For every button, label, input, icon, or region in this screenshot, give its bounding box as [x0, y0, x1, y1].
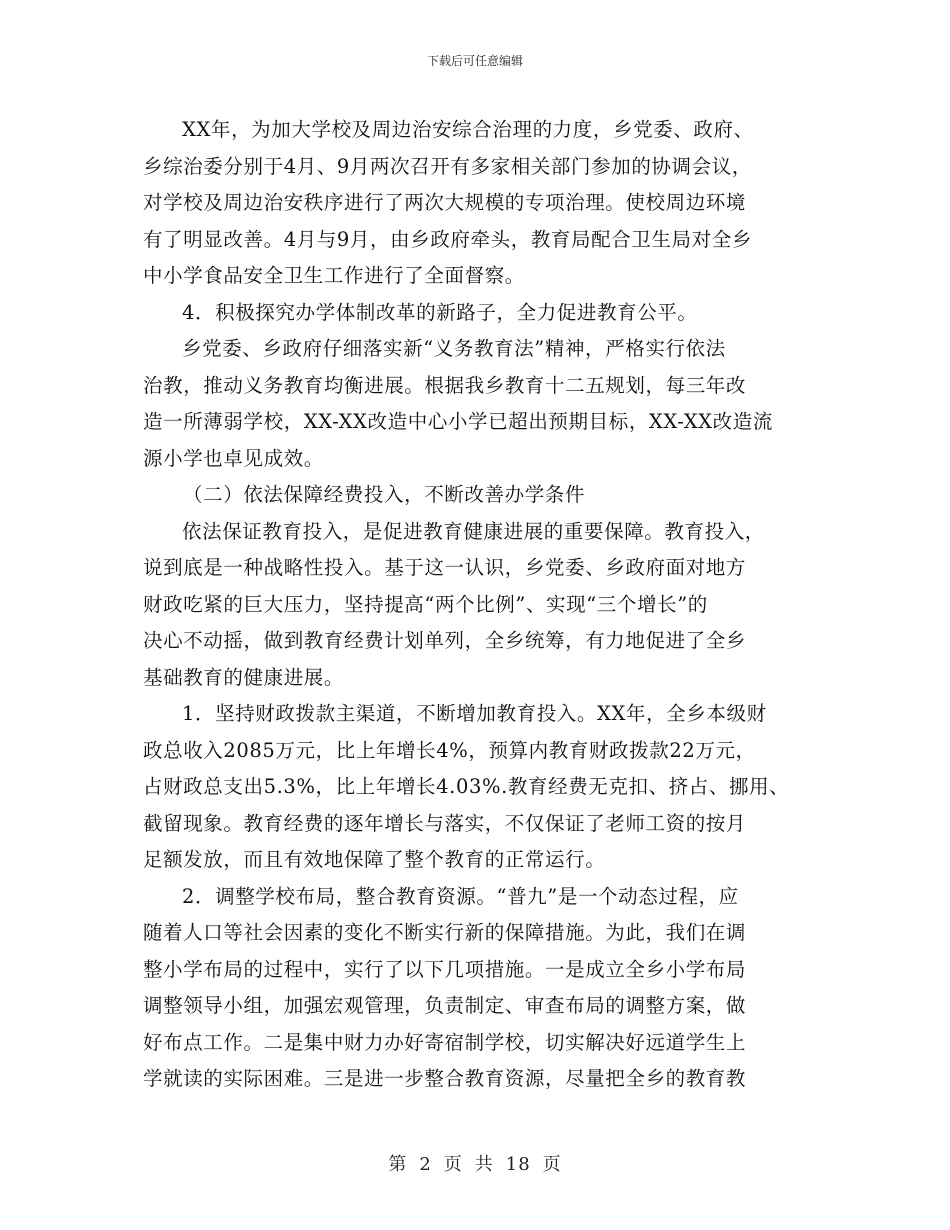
footer-total-pages: 18 [505, 1154, 531, 1175]
text-line: 造一所薄弱学校，XX-XX改造中心小学已超出预期目标，XX-XX改造流 [143, 410, 773, 433]
text-line: 4．积极探究办学体制改革的新路子，全力促进教育公平。 [182, 300, 698, 324]
text-line: 有了明显改善。4月与9月，由乡政府牵头，教育局配合卫生局对全乡 [143, 227, 752, 251]
text-line: 说到底是一种战略性投入。基于这一认识，乡党委、乡政府面对地方 [143, 556, 747, 579]
document-body [143, 112, 813, 1098]
text-line: 对学校及周边治安秩序进行了两次大规模的专项治理。使校周边环境 [143, 191, 747, 214]
text-line: 中小学食品安全卫生工作进行了全面督察。 [143, 264, 525, 287]
text-line: 依法保证教育投入，是促进教育健康进展的重要保障。教育投入， [182, 519, 765, 543]
paragraph-3 [143, 514, 813, 697]
text-line: 整小学布局的过程中，实行了以下几项措施。一是成立全乡小学布局 [143, 957, 747, 981]
text-line: 2．调整学校布局，整合教育资源。“普九”是一个动态过程，应 [182, 884, 739, 908]
paragraph-1 [143, 112, 813, 295]
text-line: 政总收入2085万元，比上年增长4%，预算内教育财政拨款22万元， [143, 738, 756, 762]
section-heading: （二）依法保障经费投入，不断改善办学条件 [183, 483, 586, 506]
text-line: 随着人口等社会因素的变化不断实行新的保障措施。为此，我们在调 [143, 921, 747, 944]
text-line: 学就读的实际困难。三是进一步整合教育资源，尽量把全乡的教育教 [143, 1067, 747, 1090]
text-line: 决心不动摇，做到教育经费计划单列，全乡统筹，有力地促进了全乡 [143, 629, 747, 652]
page-header [0, 52, 950, 69]
footer-label-total-unit: 页 [542, 1154, 562, 1175]
text-line: 调整领导小组，加强宏观管理，负责制定、审查布局的调整方案，做 [143, 994, 747, 1017]
text-line: 源小学也卓见成效。 [143, 446, 324, 470]
header-note: 下载后可任意编辑 [426, 54, 523, 68]
text-line: XX年，为加大学校及周边治安综合治理的力度，乡党委、政府、 [182, 118, 754, 141]
footer-label-page-unit: 页 [443, 1154, 463, 1175]
footer-current-page: 2 [419, 1154, 432, 1175]
text-line: 占财政总支出5.3%，比上年增长4.03%.教育经费无克扣、挤占、挪用、 [143, 775, 790, 798]
text-line: 财政吃紧的巨大压力，坚持提高“两个比例”、实现“三个增长”的 [143, 592, 708, 616]
footer-label-total: 共 [474, 1154, 494, 1175]
paragraph-4 [143, 696, 813, 879]
footer-label-page: 第 [388, 1154, 408, 1175]
text-line: 乡党委、乡政府仔细落实新“义务教育法”精神，严格实行依法 [182, 337, 726, 360]
text-line: 治教，推动义务教育均衡进展。根据我乡教育十二五规划，每三年改 [143, 373, 747, 397]
text-line: 乡综治委分别于4月、9月两次召开有多家相关部门参加的协调会议， [143, 154, 752, 178]
page-footer [0, 1150, 950, 1176]
text-line: 足额发放，而且有效地保障了整个教育的正常运行。 [143, 848, 606, 871]
paragraph-heading-4 [143, 295, 813, 332]
paragraph-2 [143, 331, 813, 477]
paragraph-5 [143, 879, 813, 1098]
text-line: 基础教育的健康进展。 [143, 665, 345, 689]
text-line: 好布点工作。二是集中财力办好寄宿制学校，切实解决好远道学生上 [143, 1030, 747, 1054]
text-line: 截留现象。教育经费的逐年增长与落实，不仅保证了老师工资的按月 [143, 811, 747, 835]
text-line: 1．坚持财政拨款主渠道，不断增加教育投入。XX年，全乡本级财 [182, 702, 767, 725]
